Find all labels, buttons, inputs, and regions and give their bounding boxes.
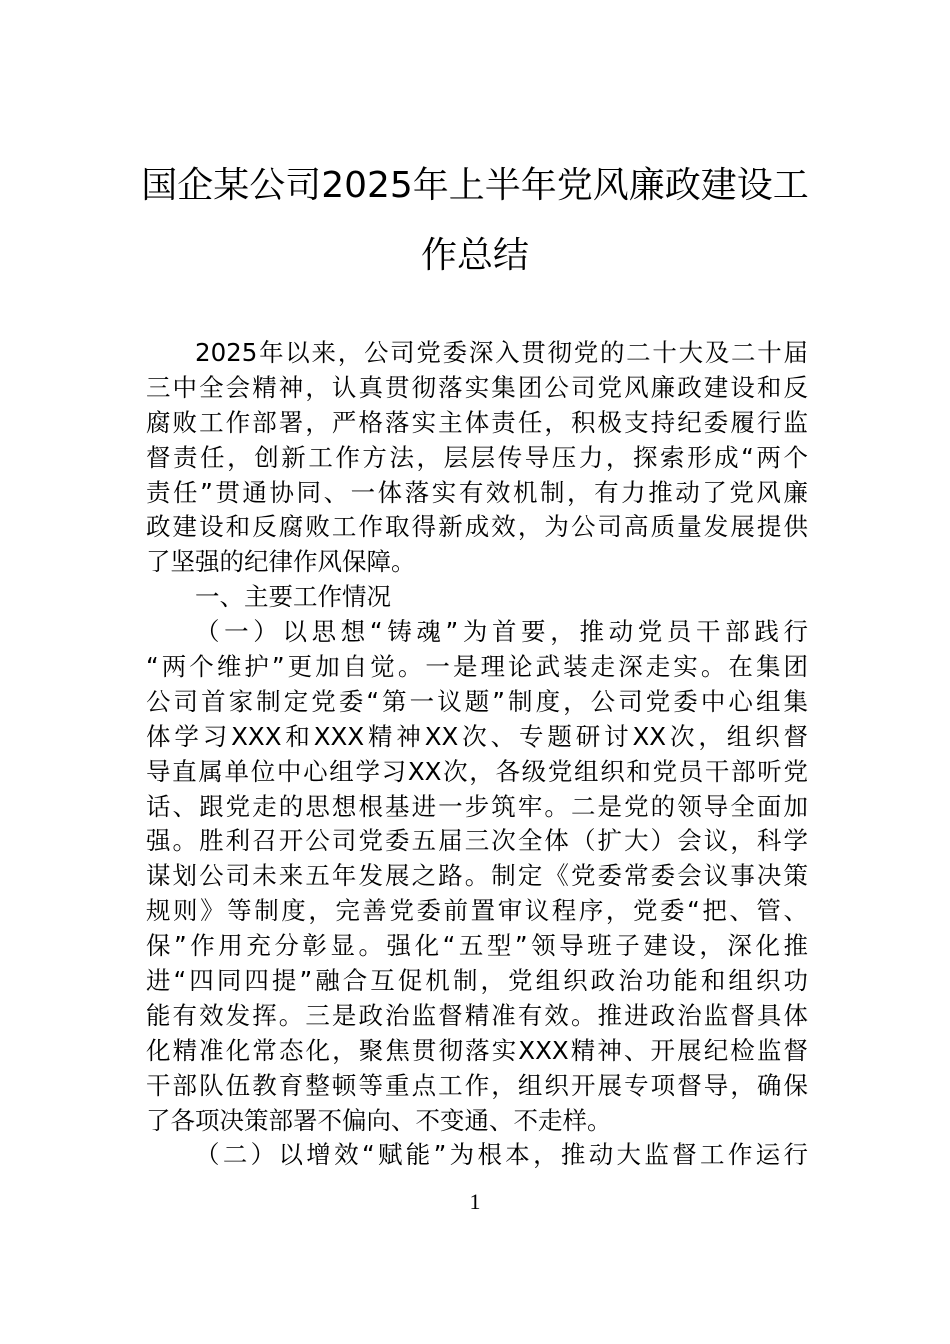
title-line-1: 国企某公司2025年上半年党风廉政建设工: [141, 165, 809, 206]
text-line: 了坚强的纪律作风保障。: [146, 547, 416, 577]
text-line: 督责任，创新工作方法，层层传导压力，探索形成“两个: [146, 442, 808, 472]
text-line: 进“四同四提”融合互促机制，党组织政治功能和组织功: [146, 966, 808, 996]
text-line: 体学习XXX和XXX精神XX次、专题研讨XX次，组织督: [146, 721, 808, 751]
text-line: 2025年以来，公司党委深入贯彻党的二十大及二十届: [195, 338, 808, 367]
paragraph-section-1: [146, 615, 808, 1138]
text-line: 腐败工作部署，严格落实主体责任，积极支持纪委履行监: [146, 407, 808, 437]
paragraph-intro: [146, 336, 808, 580]
text-line: 干部队伍教育整顿等重点工作，组织开展专项督导，确保: [146, 1070, 808, 1100]
text-line: 强。胜利召开公司党委五届三次全体（扩大）会议，科学: [146, 826, 808, 856]
text-line: 导直属单位中心组学习XX次，各级党组织和党员干部听党: [146, 756, 808, 786]
text-line: 了各项决策部署不偏向、不变通、不走样。: [146, 1105, 612, 1135]
text-line: 三中全会精神，认真贯彻落实集团公司党风廉政建设和反: [146, 372, 808, 402]
section-heading-main-work: [146, 580, 808, 615]
text-line: 政建设和反腐败工作取得新成效，为公司高质量发展提供: [146, 512, 808, 542]
text-line: 能有效发挥。三是政治监督精准有效。推进政治监督具体: [146, 1000, 808, 1030]
text-line: 规则》等制度，完善党委前置审议程序，党委“把、管、: [146, 896, 808, 926]
text-line: （二）以增效“赋能”为根本，推动大监督工作运行: [195, 1140, 808, 1170]
text-line: 责任”贯通协同、一体落实有效机制，有力推动了党风廉: [146, 477, 808, 507]
page-number: 1: [469, 1189, 481, 1214]
text-line: （一）以思想“铸魂”为首要，推动党员干部践行: [195, 617, 808, 647]
document-title: [140, 165, 810, 276]
text-line: 话、跟党走的思想根基进一步筑牢。二是党的领导全面加: [146, 791, 808, 821]
section-heading: 一、主要工作情况: [195, 582, 391, 612]
title-line-2: 作总结: [420, 235, 529, 276]
text-line: 保”作用充分彰显。强化“五型”领导班子建设，深化推: [146, 931, 808, 961]
text-line: 公司首家制定党委“第一议题”制度，公司党委中心组集: [146, 686, 808, 716]
text-line: “两个维护”更加自觉。一是理论武装走深走实。在集团: [146, 652, 808, 682]
document-body: [146, 336, 808, 1173]
paragraph-section-2: [146, 1138, 808, 1173]
text-line: 化精准化常态化，聚焦贯彻落实XXX精神、开展纪检监督: [146, 1035, 808, 1065]
text-line: 谋划公司未来五年发展之路。制定《党委常委会议事决策: [146, 861, 808, 891]
